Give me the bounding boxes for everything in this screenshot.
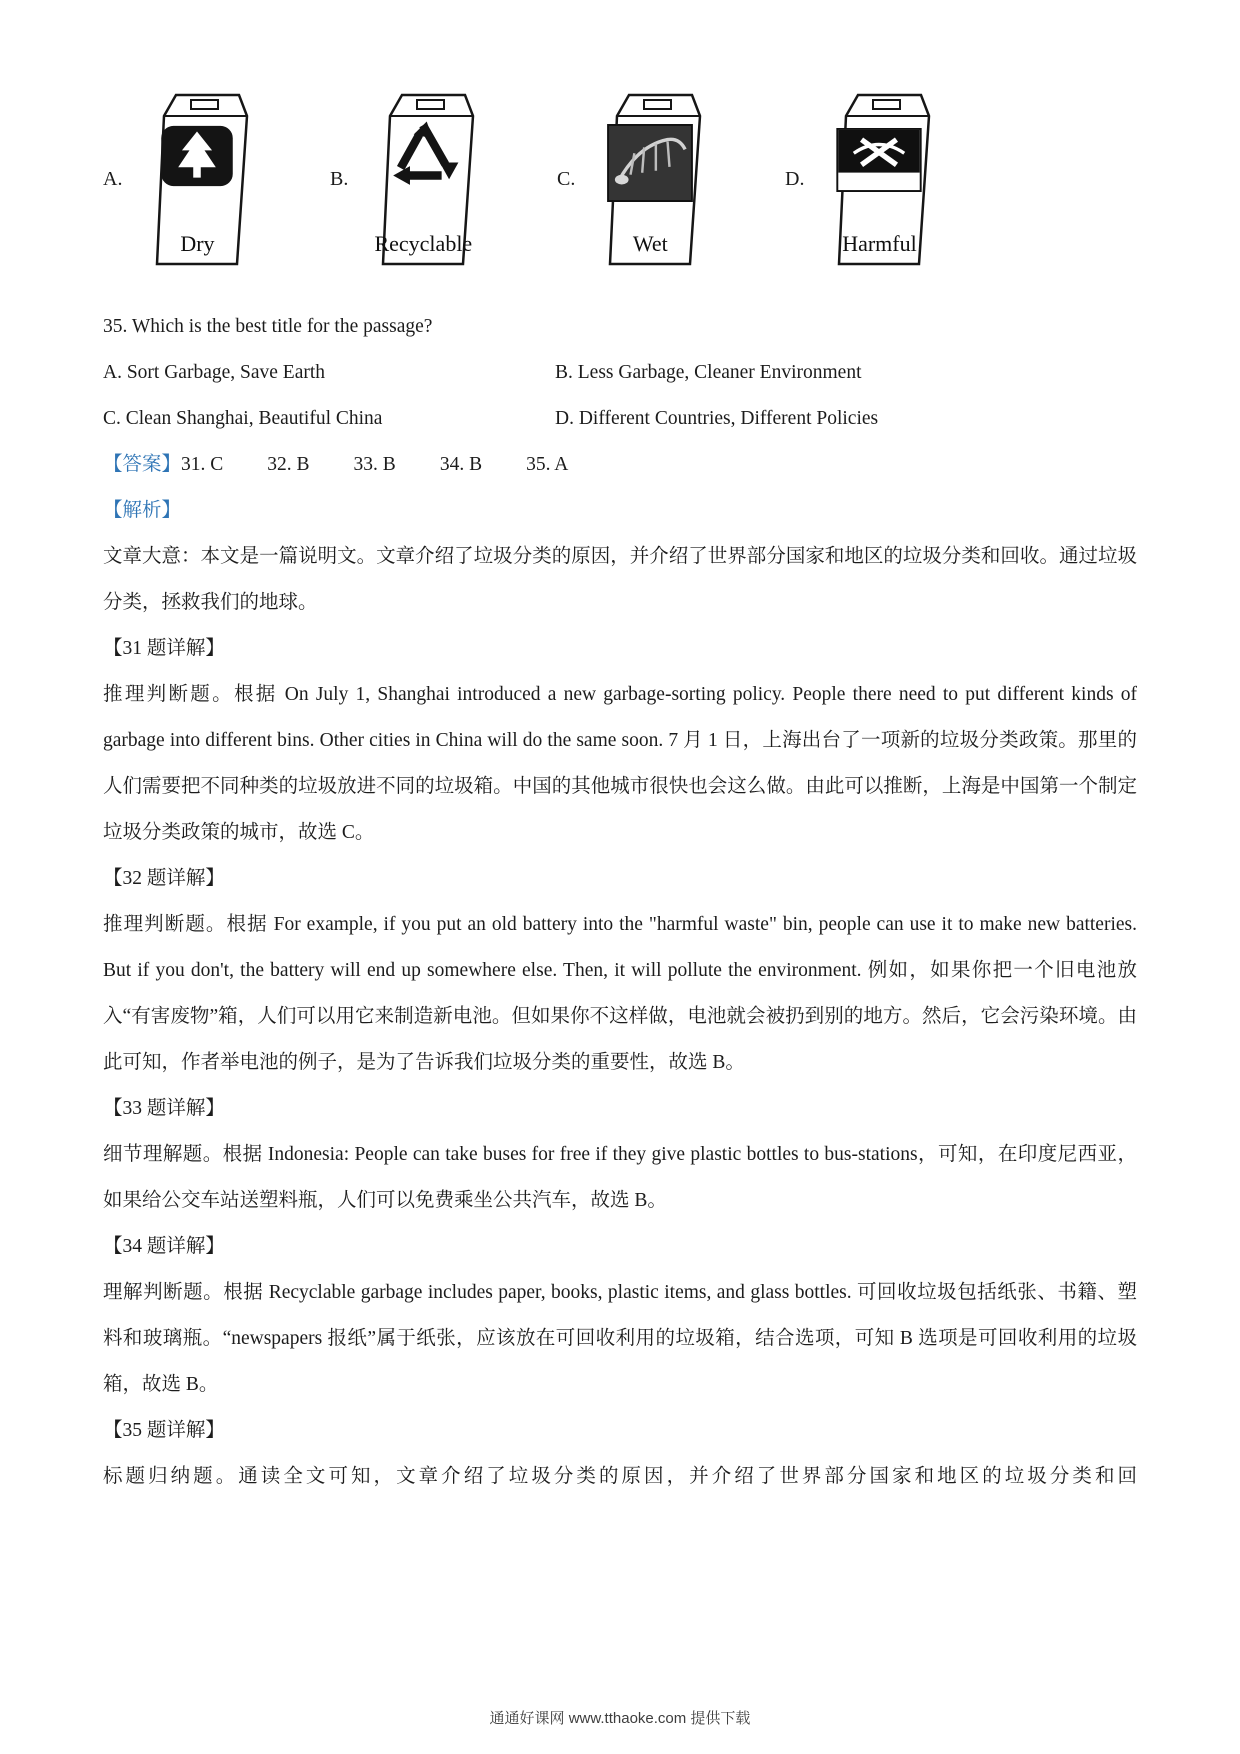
bin-letter-d: D. [785,168,805,190]
answer-33: 33. B [353,454,396,475]
bin-label-wet: Wet [632,231,668,256]
wet-bin-image [588,88,712,268]
question-35-options-row-1 [103,350,1137,396]
option-d: D. Different Countries, Different Policies [555,408,879,429]
q32-detail-body: 推理判断题。根据 For example, if you put an old battery into the "harmful waste" bin, people can use it to make new batteries. But if you don't, the battery will end up somewhere else. Then, it will pollute the environment. 例如，如果你把一个旧电池放入“有害废物”箱，人们可以用它来制造新电池。但如果你不这样做，电池就会被扔到别的地方。然后，它会污染环境。由此可知，作者举电池的例子，是为了告诉我们垃圾分类的重要性，故选 B。 [103,914,1137,1073]
bin-letter-c: C. [557,168,576,190]
bin-option-a [103,88,259,268]
q33-detail-body: 细节理解题。根据 Indonesia: People can take buses for free if they give plastic bottles to bus-stations，可知，在印度尼西亚，如果给公交车站送塑料瓶，人们可以免费乘坐公共汽车，故选 B。 [103,1144,1137,1211]
q31-detail-body: 推理判断题。根据 On July 1, Shanghai introduced a new garbage-sorting policy. People there need to put different kinds of garbage into different bins. Other cities in China will do the same soon. 7 月 1 日，上海出台了一项新的垃圾分类政策。那里的人们需要把不同种类的垃圾放进不同的垃圾箱。中国的其他城市很快也会这么做。由此可以推断，上海是中国第一个制定垃圾分类政策的城市，故选 C。 [103,684,1137,843]
option-b: B. Less Garbage, Cleaner Environment [555,362,862,383]
option-a: A. Sort Garbage, Save Earth [103,362,326,383]
q34-detail-header: 【34 题详解】 [103,1236,225,1257]
document-content [0,88,1240,1500]
dry-bin-image [135,88,259,268]
q32-detail-header: 【32 题详解】 [103,868,225,889]
answer-34: 34. B [439,454,483,475]
answer-31: 31. C [181,454,224,475]
bin-label-dry: Dry [180,231,215,256]
q33-detail-header: 【33 题详解】 [103,1098,225,1119]
answer-key-line [103,442,1137,488]
answer-35: 35. A [526,454,569,475]
garbage-bins-figure [103,88,1137,290]
q31-detail-header: 【31 题详解】 [103,638,225,659]
bin-label-harmful: Harmful [842,231,917,256]
recycle-arrows-icon [380,114,466,201]
recyclable-bin-image [361,88,485,268]
question-35-stem: 35. Which is the best title for the passage? [103,316,433,337]
answer-32: 32. B [267,454,310,475]
q35-detail-body: 标题归纳题。通读全文可知，文章介绍了垃圾分类的原因，并介绍了世界部分国家和地区的垃圾分类和回 [103,1466,1137,1487]
bin-option-b [330,88,485,268]
answer-key-tag: 【答案】 [103,454,182,475]
analysis-tag: 【解析】 [103,500,182,521]
wet-photo-icon [607,124,693,207]
bin-label-recyclable: Recyclable [374,231,473,256]
bin-option-d [785,88,941,268]
harmful-bin-image [817,88,941,268]
option-c: C. Clean Shanghai, Beautiful China [103,408,383,429]
question-35-options-row-2 [103,396,1137,442]
dry-tree-icon [159,124,235,193]
q35-detail-header: 【35 题详解】 [103,1420,225,1441]
page-footer: 通通好课网 www.tthaoke.com 提供下载 [489,1710,751,1727]
passage-summary: 文章大意：本文是一篇说明文。文章介绍了垃圾分类的原因，并介绍了世界部分国家和地区的垃圾分类和回收。通过垃圾分类，拯救我们的地球。 [103,546,1137,613]
bin-letter-b: B. [330,168,349,190]
harmful-photo-icon [836,128,922,197]
bin-letter-a: A. [103,168,123,190]
bin-option-c [557,88,712,268]
q34-detail-body: 理解判断题。根据 Recyclable garbage includes paper, books, plastic items, and glass bottles. 可回收垃圾包括纸张、书籍、塑料和玻璃瓶。“newspapers 报纸”属于纸张，应该放在可回收利用的垃圾箱，结合选项，可知 B 选项是可回收利用的垃圾箱，故选 B。 [103,1282,1137,1395]
